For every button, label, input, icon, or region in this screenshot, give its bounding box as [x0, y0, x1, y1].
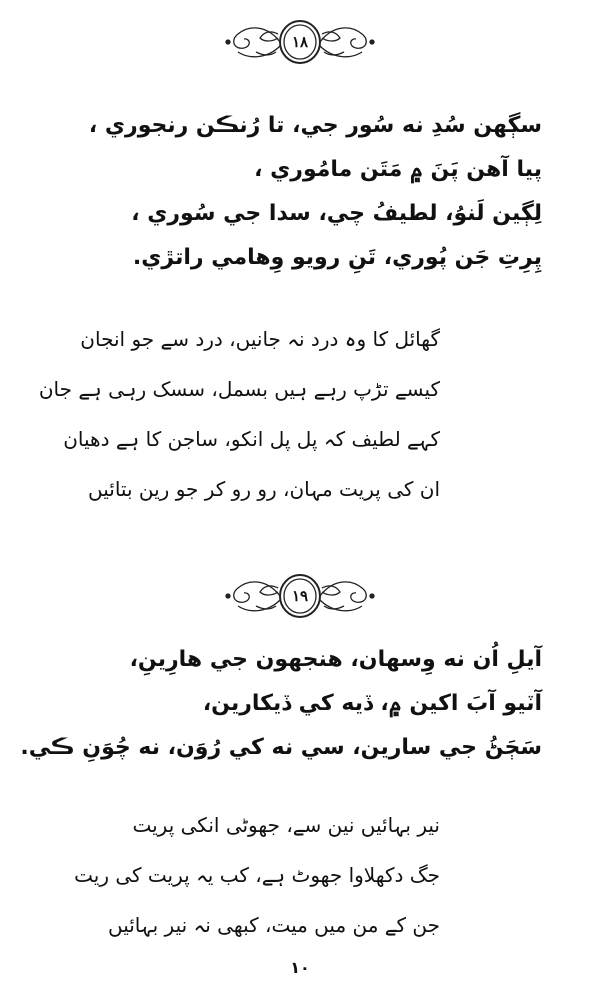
verse-line: سڳهن سُدِ نه سُور جي، تا رُنڪن رنجوري ،	[88, 113, 542, 138]
section-ornament-19	[220, 566, 380, 626]
verse-line: آيلِ اُن نه وِسهان، هنجهون جي هارِينِ،	[129, 647, 542, 672]
urdu-translation-2	[74, 800, 440, 950]
sindhi-verse-2	[20, 638, 542, 770]
verse-line: پيا آهن پَنَ ۾ مَتَن مامُوري ،	[254, 157, 542, 182]
verse-line: پِرِتِ جَن پُوري، تَنِ رويو وِهامي راتڙي.	[132, 245, 542, 270]
translation-line: کیسے تڑپ رہے ہیں بسمل، سسک رہی ہے جان	[38, 377, 440, 401]
translation-line: کہے لطیف کہ پل پل انکو، ساجن کا ہے دھیان	[63, 427, 440, 451]
sindhi-verse-1	[89, 104, 542, 280]
section-number: ۱۸	[291, 33, 309, 51]
translation-line: گھائل کا وہ درد نہ جانیں، درد سے جو انجان	[80, 327, 440, 351]
translation-line: ان کی پریت مہان، رو رو کر جو رین بتائیں	[88, 477, 440, 501]
verse-line: لِڳين لَنوُ، لطيفُ چي، سدا جي سُوري ،	[131, 201, 542, 226]
translation-line: جگ دکھلاوا جھوٹ ہے، کب یہ پریت کی ریت	[74, 863, 440, 887]
section-ornament-18	[220, 12, 380, 72]
urdu-translation-1	[39, 314, 440, 514]
section-number: ۱۹	[291, 587, 309, 605]
translation-line: نیر بہائیں نین سے، جھوٹی انکی پریت	[132, 813, 440, 837]
translation-line: جن کے من میں میت، کبھی نہ نیر بہائیں	[107, 913, 440, 937]
verse-line: آٽيو آبَ اکين ۾، ڏيه کي ڏيکارين،	[202, 691, 542, 716]
page-number: ۱۰	[290, 958, 310, 977]
verse-line: سَڄَڻُ جي سارين، سي نه کي رُوَن، نه چُوَنِ ڪي.	[20, 735, 542, 760]
